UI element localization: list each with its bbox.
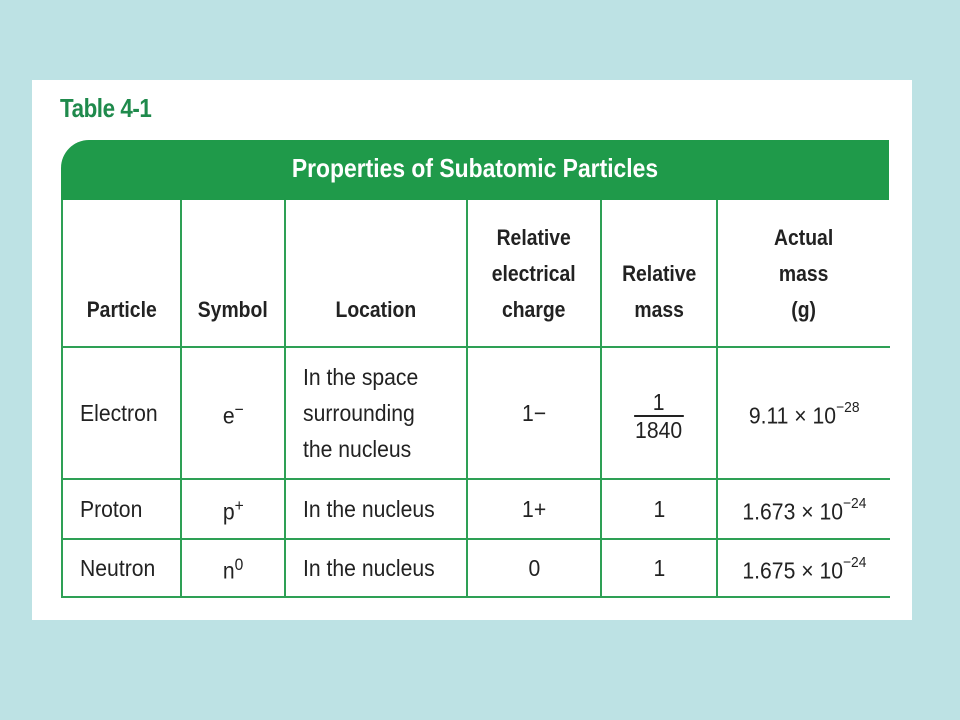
table-row-neutron [62, 539, 890, 597]
cell-particle: Neutron [62, 539, 181, 597]
cell-location: In the nucleus [285, 479, 467, 539]
cell-relative-mass: 1 [601, 539, 717, 597]
cell-relative-mass: 1 [601, 479, 717, 539]
cell-charge: 1− [467, 347, 601, 479]
cell-relative-mass [601, 347, 717, 479]
table-row-electron [62, 347, 890, 479]
subatomic-particles-table [61, 200, 890, 598]
cell-actual-mass: $1.675 \times 10^{-24}$ [717, 539, 890, 597]
table-header-row [62, 200, 890, 347]
header-particle: Particle [62, 200, 181, 347]
cell-particle: Proton [62, 479, 181, 539]
slide-card [32, 80, 912, 620]
cell-charge: 1+ [467, 479, 601, 539]
cell-location: In the space surrounding the nucleus [285, 347, 467, 479]
header-location: Location [285, 200, 467, 347]
cell-symbol: $n^0$ [181, 539, 285, 597]
cell-symbol: p+ [181, 479, 285, 539]
header-actual-mass: Actual mass (g) [717, 200, 890, 347]
header-symbol: Symbol [181, 200, 285, 347]
table-title: Properties of Subatomic Particles [291, 153, 659, 183]
header-relative-charge: Relative electrical charge [467, 200, 601, 347]
relative-mass-fraction: $\frac{1}{1840}$ [635, 388, 683, 443]
header-relative-mass: Relative mass [601, 200, 717, 347]
cell-actual-mass: $1.673 \times 10^{-24}$ [717, 479, 890, 539]
cell-location: In the nucleus [285, 539, 467, 597]
cell-actual-mass: $9.11 \times 10^{-28}$ [717, 347, 890, 479]
cell-particle: Electron [62, 347, 181, 479]
table-title-band [61, 140, 889, 200]
table-number-label: Table 4-1 [60, 93, 152, 123]
table-row-proton [62, 479, 890, 539]
cell-symbol: e− [181, 347, 285, 479]
cell-charge: 0 [467, 539, 601, 597]
